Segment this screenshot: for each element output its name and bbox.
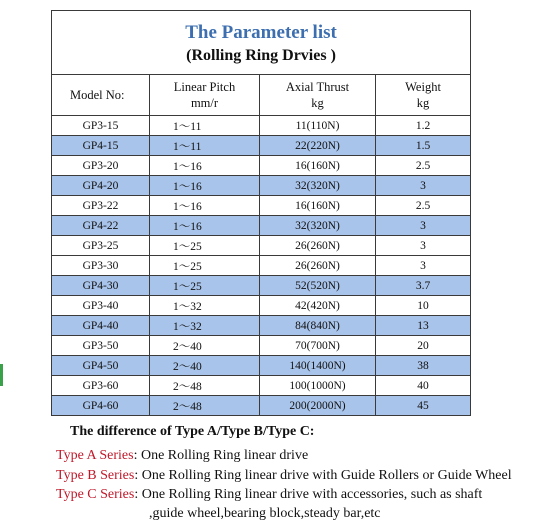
cell-axial-thrust: 32(320N) bbox=[260, 216, 376, 236]
table-row bbox=[52, 396, 471, 416]
header-linear-pitch: Linear Pitch mm/r bbox=[150, 75, 260, 116]
series-b-name: Type B Series bbox=[56, 468, 135, 483]
cell-linear-pitch: 1～25 bbox=[150, 276, 260, 296]
table-row bbox=[52, 136, 471, 156]
cell-model: GP4-40 bbox=[52, 316, 150, 336]
table-row bbox=[52, 236, 471, 256]
cell-model: GP4-20 bbox=[52, 176, 150, 196]
table-row bbox=[52, 176, 471, 196]
cell-weight: 3 bbox=[376, 236, 471, 256]
table-subtitle: (Rolling Ring Drvies ) bbox=[186, 46, 336, 64]
cell-model: GP3-20 bbox=[52, 156, 150, 176]
cell-weight: 3 bbox=[376, 256, 471, 276]
cell-linear-pitch: 1～25 bbox=[150, 256, 260, 276]
header-model: Model No: bbox=[52, 75, 150, 116]
cell-weight: 3 bbox=[376, 176, 471, 196]
cell-axial-thrust: 11(110N) bbox=[260, 116, 376, 136]
cell-linear-pitch: 1～16 bbox=[150, 196, 260, 216]
cell-weight: 10 bbox=[376, 296, 471, 316]
cell-model: GP3-50 bbox=[52, 336, 150, 356]
table-row bbox=[52, 276, 471, 296]
cell-model: GP4-30 bbox=[52, 276, 150, 296]
cell-weight: 20 bbox=[376, 336, 471, 356]
header-axial-thrust: Axial Thrust kg bbox=[260, 75, 376, 116]
series-c-description: One Rolling Ring linear drive with accessories, such as shaft bbox=[138, 487, 483, 502]
cell-weight: 3 bbox=[376, 216, 471, 236]
table-row bbox=[52, 216, 471, 236]
cell-weight: 2.5 bbox=[376, 196, 471, 216]
cell-model: GP3-30 bbox=[52, 256, 150, 276]
cell-linear-pitch: 1～32 bbox=[150, 316, 260, 336]
table-row bbox=[52, 196, 471, 216]
cell-linear-pitch: 2～48 bbox=[150, 376, 260, 396]
cell-linear-pitch: 2～40 bbox=[150, 336, 260, 356]
cell-model: GP3-15 bbox=[52, 116, 150, 136]
cell-linear-pitch: 1～16 bbox=[150, 176, 260, 196]
cell-axial-thrust: 26(260N) bbox=[260, 236, 376, 256]
series-c-continuation: ,guide wheel,bearing block,steady bar,etc bbox=[149, 506, 381, 521]
cell-weight: 40 bbox=[376, 376, 471, 396]
cell-model: GP3-25 bbox=[52, 236, 150, 256]
cell-axial-thrust: 42(420N) bbox=[260, 296, 376, 316]
cell-model: GP3-60 bbox=[52, 376, 150, 396]
cell-axial-thrust: 140(1400N) bbox=[260, 356, 376, 376]
cell-linear-pitch: 2～40 bbox=[150, 356, 260, 376]
cell-axial-thrust: 16(160N) bbox=[260, 196, 376, 216]
cell-weight: 2.5 bbox=[376, 156, 471, 176]
cell-axial-thrust: 32(320N) bbox=[260, 176, 376, 196]
cell-linear-pitch: 1～16 bbox=[150, 156, 260, 176]
cell-linear-pitch: 2～48 bbox=[150, 396, 260, 416]
cell-model: GP4-15 bbox=[52, 136, 150, 156]
table-row bbox=[52, 376, 471, 396]
cell-linear-pitch: 1～16 bbox=[150, 216, 260, 236]
cell-weight: 1.5 bbox=[376, 136, 471, 156]
cell-linear-pitch: 1～32 bbox=[150, 296, 260, 316]
table-row bbox=[52, 116, 471, 136]
difference-title: The difference of Type A/Type B/Type C: bbox=[70, 424, 315, 439]
series-b-description: One Rolling Ring linear drive with Guide Rollers or Guide Wheel bbox=[138, 468, 512, 483]
table-title: The Parameter list bbox=[185, 21, 337, 43]
edge-marker bbox=[0, 364, 3, 386]
cell-model: GP3-40 bbox=[52, 296, 150, 316]
cell-linear-pitch: 1～11 bbox=[150, 116, 260, 136]
series-c-line: Type C Series: One Rolling Ring linear drive with accessories, such as shaft bbox=[56, 487, 483, 502]
parameter-table bbox=[51, 10, 471, 416]
series-a-line: Type A Series: One Rolling Ring linear drive bbox=[56, 448, 309, 463]
header-row bbox=[52, 75, 471, 116]
table-row bbox=[52, 336, 471, 356]
header-weight: Weight kg bbox=[376, 75, 471, 116]
cell-weight: 45 bbox=[376, 396, 471, 416]
cell-linear-pitch: 1～25 bbox=[150, 236, 260, 256]
table-row bbox=[52, 156, 471, 176]
cell-model: GP4-60 bbox=[52, 396, 150, 416]
series-c-name: Type C Series bbox=[56, 487, 135, 502]
cell-model: GP4-50 bbox=[52, 356, 150, 376]
cell-model: GP4-22 bbox=[52, 216, 150, 236]
table-title-cell bbox=[52, 11, 471, 75]
series-a-description: One Rolling Ring linear drive bbox=[137, 448, 309, 463]
table-row bbox=[52, 356, 471, 376]
cell-weight: 13 bbox=[376, 316, 471, 336]
table-row bbox=[52, 296, 471, 316]
cell-weight: 38 bbox=[376, 356, 471, 376]
cell-axial-thrust: 26(260N) bbox=[260, 256, 376, 276]
cell-model: GP3-22 bbox=[52, 196, 150, 216]
cell-axial-thrust: 16(160N) bbox=[260, 156, 376, 176]
series-a-name: Type A Series bbox=[56, 448, 134, 463]
table-row bbox=[52, 256, 471, 276]
table-row bbox=[52, 316, 471, 336]
cell-axial-thrust: 70(700N) bbox=[260, 336, 376, 356]
cell-axial-thrust: 52(520N) bbox=[260, 276, 376, 296]
cell-weight: 3.7 bbox=[376, 276, 471, 296]
cell-weight: 1.2 bbox=[376, 116, 471, 136]
series-b-line: Type B Series: One Rolling Ring linear drive with Guide Rollers or Guide Wheel bbox=[56, 468, 512, 483]
cell-axial-thrust: 84(840N) bbox=[260, 316, 376, 336]
cell-linear-pitch: 1～11 bbox=[150, 136, 260, 156]
cell-axial-thrust: 100(1000N) bbox=[260, 376, 376, 396]
cell-axial-thrust: 22(220N) bbox=[260, 136, 376, 156]
cell-axial-thrust: 200(2000N) bbox=[260, 396, 376, 416]
